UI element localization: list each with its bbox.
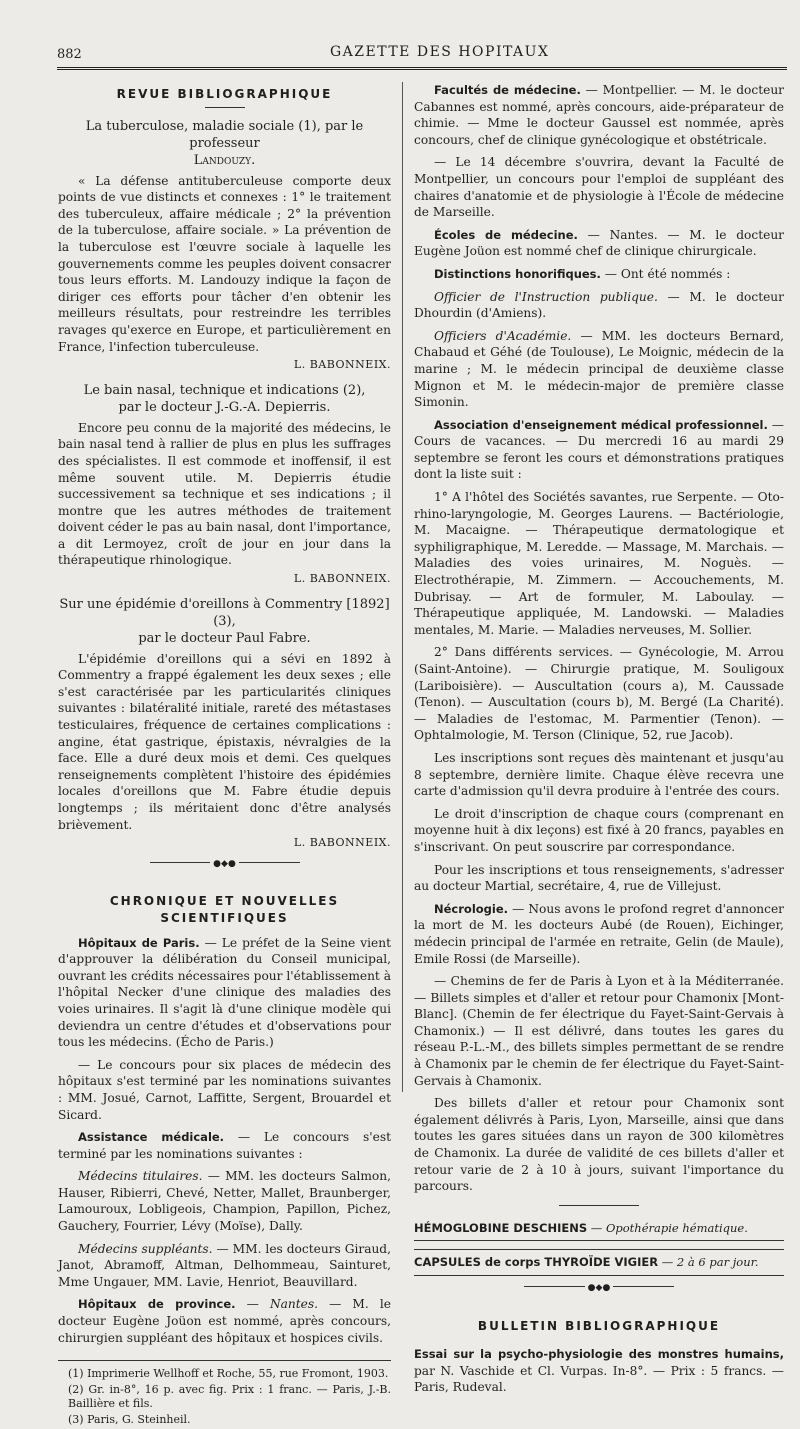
article-title-text: Sur une épidémie d'oreillons à Commentry [1892] (3), (59, 596, 390, 629)
ad-name: CAPSULES de corps THYROÏDE VIGIER (414, 1255, 659, 1270)
divider (205, 107, 245, 108)
news-text: Pour les inscriptions et tous renseignements, s'adresser au docteur Martial, secrétaire, 4, rue de Villejust. (414, 862, 784, 894)
news-heading: Facultés de médecine. (434, 83, 581, 97)
news-text: — Nantes. — M. le docteur Eugène Joüon est nommé chef de clinique chirurgicale. (414, 227, 784, 259)
news-item (414, 266, 784, 283)
article-byline: par le docteur Paul Fabre. (138, 630, 311, 646)
news-item (58, 935, 391, 1051)
page-number: 882 (57, 47, 82, 62)
news-item (414, 82, 784, 148)
news-subheading: Médecins titulaires. (78, 1169, 203, 1184)
left-column (58, 82, 391, 1429)
header-double-rule (57, 67, 787, 74)
news-item (414, 862, 784, 895)
ad-tagline: — Opothérapie hématique. (587, 1220, 748, 1235)
news-subheading: Officiers d'Académie. (434, 328, 572, 343)
news-text: — MM. les docteurs Giraud, Janot, Abramoff, Altman, Delhommeau, Sainturet, Mme Ungauer, MM. Lavie, Henriot, Beauvillard. (58, 1241, 391, 1289)
news-subheading: Officier de l'Instruction publique. (434, 289, 658, 304)
news-text: — Le concours pour six places de médecin des hôpitaux s'est terminé par les nominations suivantes : MM. Josué, Carnot, Laffitte, Sergent, Brouardel et Sicard. (58, 1057, 391, 1122)
news-place: Nantes. (269, 1297, 318, 1312)
advertisement (414, 1216, 784, 1242)
news-item (414, 489, 784, 638)
section-title-bulletin: BULLETIN BIBLIOGRAPHIQUE (477, 1318, 721, 1333)
news-item (414, 806, 784, 856)
book-details: par N. Vaschide et Cl. Vurpas. In-8°. — Prix : 5 francs. — Paris, Rudeval. (414, 1363, 784, 1395)
article-title (58, 118, 391, 169)
news-text: — Le concours s'est terminé par les nominations suivantes : (58, 1130, 391, 1161)
news-item (414, 154, 784, 220)
article-title-text: La tuberculose, maladie sociale (1), par le professeur (85, 118, 364, 151)
section-title-revue: REVUE BIBLIOGRAPHIQUE (116, 87, 333, 101)
news-item (414, 973, 784, 1089)
news-list (414, 82, 784, 1195)
news-item (58, 1168, 391, 1234)
news-item (414, 227, 784, 260)
news-text: — MM. les docteurs Salmon, Hauser, Ribierri, Chevé, Netter, Mallet, Braunberger, Lamouroux, Lobligeois, Champion, Papillon, Pichez, Gauchery, Fourrier, Lévy (Moïse), Dally. (58, 1169, 391, 1234)
article-paragraph: L'épidémie d'oreillons qui a sévi en 1892 à Commentry a frappé également les deux sexes ; elle s'est caractérisée par les particularités cliniques suivantes : bilatéralité initiale, rareté des métastases testiculaires, fréquence de certaines complications : angine, état gastrique, épistaxis, névralgies de la face. Elle a duré deux mois et demi. Ces quelques renseignements complètent l'histoire des épidémies locales d'oreillons que M. Fabre étudie depuis longtemps ; ils méritaient donc d'être analysés brièvement. (58, 651, 391, 832)
article-paragraph: « La défense antituberculeuse comporte deux points de vue distincts et connexes : 1° le traitement des tuberculeux, affaire médicale ; 2° la prévention de la tuberculose, affaire sociale. » La prévention de la tuberculose est l'œuvre sociale à laquelle les gouvernements comme les peuples doivent consacrer tous leurs efforts. M. Landouzy indique la façon de diriger ces efforts pour tâcher d'en obtenir les meilleurs résultats, pour restreindre les terribles ravages qu'exerce en Europe, et particulièrement en France, l'infection tuberculeuse. (58, 173, 391, 354)
news-text: 2° Dans différents services. — Gynécologie, M. Arrou (Saint-Antoine). — Chirurgie pratique, M. Souligoux (Lariboisière). — Auscultation (cours a), M. Caussade (Tenon). — Auscultation (cours b), M. Bergé (La Charité). — Maladies de l'estomac, M. Parmentier (Tenon). — Ophtalmologie, M. Terson (Clinique, 52, rue Jacob). (414, 645, 784, 743)
ornamental-divider: ●◆● (524, 1286, 674, 1306)
news-item (414, 328, 784, 411)
news-heading: Écoles de médecine. (434, 227, 578, 242)
news-text: Des billets d'aller et retour pour Chamonix sont également délivrés à Paris, Lyon, Marseille, ainsi que dans toutes les gares situées dans un rayon de 300 kilomètres de Chamonix. La durée de validité de ces billets d'aller et retour varie de 2 à 10 à jours, suivant l'importance du parcours. (414, 1096, 784, 1194)
footnote: (3) Paris, G. Steinheil. (68, 1413, 191, 1427)
news-item (414, 644, 784, 744)
news-item (58, 1129, 391, 1162)
article-paragraph: Encore peu connu de la majorité des médecins, le bain nasal tend à rallier de plus en plus les suffrages des spécialistes. Il est commode et inoffensif, il est même souvent utile. M. Depierris étudie successivement sa technique et ses indications ; il montre que les autres méthodes de traitement doivent céder le pas au bain nasal, dont l'importance, a dit Lermoyez, croît de jour en jour dans la thérapeutique rhinologique. (58, 420, 391, 568)
news-item (414, 417, 784, 483)
signature: L. BABONNEIX. (293, 836, 391, 850)
article-title-text: Le bain nasal, technique et indications (2), (83, 382, 366, 398)
news-item (414, 901, 784, 967)
news-heading: Hôpitaux de province. (78, 1297, 236, 1312)
article-author: Landouzy. (193, 152, 256, 168)
divider (559, 1205, 639, 1206)
news-text: — MM. les docteurs Bernard, Chabaud et Géhé (de Toulouse), Le Moignic, médecin de la marine ; M. le médecin principal de deuxième classe Mignon et M. le médecin-major de première classe Simonin. (414, 328, 785, 410)
news-text: — M. le docteur Eugène Joüon est nommé, après concours, chirurgien suppléant des hôpitaux et hospices civils. (58, 1297, 392, 1345)
column-divider (402, 82, 403, 1092)
news-text: — Cours de vacances. — Du mercredi 16 au mardi 29 septembre se feront les cours et démonstrations pratiques dont la liste suit : (414, 417, 784, 482)
news-text: — Ont été nommés : (600, 266, 731, 281)
signature: L. BABONNEIX. (293, 358, 391, 372)
news-list (58, 935, 391, 1347)
news-text: — Chemins de fer de Paris à Lyon et à la Méditerranée. — Billets simples et d'aller et retour pour Chamonix [Mont-Blanc]. (Chemin de fer électrique du Fayet-Saint-Gervais à Chamonix.) — Il est délivré, dans toutes les gares du réseau P.-L.-M., des billets simples permettant de se rendre à Chamonix par le chemin de fer électrique du Fayet-Saint-Gervais à Chamonix. (414, 974, 784, 1088)
news-item (58, 1057, 391, 1123)
signature: L. BABONNEIX. (293, 572, 391, 586)
news-subheading: Médecins suppléants. (78, 1241, 213, 1256)
news-item (414, 750, 784, 800)
advertisement (414, 1249, 784, 1276)
news-text: — Nous avons le profond regret d'annoncer la mort de M. les docteurs Aubé (de Rouen), Eichinger, médecin principal de l'armée en retraite, Gelin (de Maule), Emile Rossi (de Marseille). (414, 901, 784, 966)
footnote-rule (58, 1360, 391, 1361)
news-item (414, 1095, 784, 1195)
footnote: (1) Imprimerie Wellhoff et Roche, 55, rue Fromont, 1903. (68, 1367, 389, 1381)
news-heading: Association d'enseignement médical professionnel. (434, 417, 768, 432)
news-heading: Assistance médicale. (78, 1130, 225, 1145)
right-column (414, 82, 784, 1402)
news-text: — M. le docteur Dhourdin (d'Amiens). (414, 289, 784, 321)
footnote: (2) Gr. in-8°, 16 p. avec fig. Prix : 1 franc. — Paris, J.-B. Baillière et fils. (68, 1383, 391, 1411)
news-text: — Montpellier. — M. le docteur Cabannes est nommé, après concours, aide-préparateur de chimie. — Mme le docteur Gaussel est nommée, après concours, chef de clinique gynécologique et obstétricale. (414, 83, 784, 147)
news-text: Le droit d'inscription de chaque cours (comprenant en moyenne huit à dix leçons) est fixé à 20 francs, payables en s'inscrivant. On peut souscrire par correspondance. (414, 806, 784, 854)
news-item: Hôpitaux de province. — Nantes. — M. le docteur Eugène Joüon est nommé, après concours, chirurgien suppléant des hôpitaux et hospices civils. (58, 1297, 392, 1345)
article-byline: par le docteur J.-G.-A. Depierris. (118, 399, 331, 415)
ornamental-divider: ●◆● (150, 862, 300, 882)
ad-name: HÉMOGLOBINE DESCHIENS (414, 1220, 588, 1235)
article-title (58, 596, 391, 647)
news-item (58, 1241, 391, 1291)
news-item (414, 289, 784, 322)
book-title: Essai sur la psycho-physiologie des monstres humains, (414, 1347, 784, 1362)
ad-tagline: — 2 à 6 par jour. (658, 1255, 759, 1270)
news-text: — Le préfet de la Seine vient d'approuver la délibération du Conseil municipal, ouvrant les crédits nécessaires pour l'établissement à l'hôpital Necker d'une clinique des maladies des voies urinaires. Il s'agit là d'une clinique modèle qui deviendra un centre d'études et d'observations pour tous les médecins. (Écho de Paris.) (58, 935, 392, 1050)
running-title: GAZETTE DES HOPITAUX (330, 44, 550, 60)
section-title-chronique: CHRONIQUE ET NOUVELLES SCIENTIFIQUES (109, 894, 340, 925)
book-entry (414, 1346, 784, 1396)
news-heading: Distinctions honorifiques. (434, 266, 601, 281)
article-title (58, 382, 391, 416)
news-text: Les inscriptions sont reçues dès maintenant et jusqu'au 8 septembre, dernière limite. Chaque élève recevra une carte d'admission qu'il devra produire à l'entrée des cours. (414, 750, 784, 799)
news-heading: Hôpitaux de Paris. (78, 935, 200, 950)
news-heading: Nécrologie. (434, 901, 508, 916)
news-text: — Le 14 décembre s'ouvrira, devant la Faculté de Montpellier, un concours pour l'emploi de suppléant des chaires d'anatomie et de physiologie à l'École de médecine de Marseille. (414, 155, 784, 220)
news-text: 1° A l'hôtel des Sociétés savantes, rue Serpente. — Oto-rhino-laryngologie, M. Georges Laurens. — Bactériologie, M. Macaigne. — Thérapeutique dermatologique et syphiligraphique, M. Leredde. — Massage, M. Marchais. — Maladies des voies urinaires, M. Noguès. — Electrothérapie, M. Zimmern. — Accouchements, M. Dubrisay. — Art de formuler, M. Laboulay. — Thérapeutique appliquée, M. Landowski. — Maladies mentales, M. Marie. — Maladies nerveuses, M. Sollier. (414, 490, 784, 637)
